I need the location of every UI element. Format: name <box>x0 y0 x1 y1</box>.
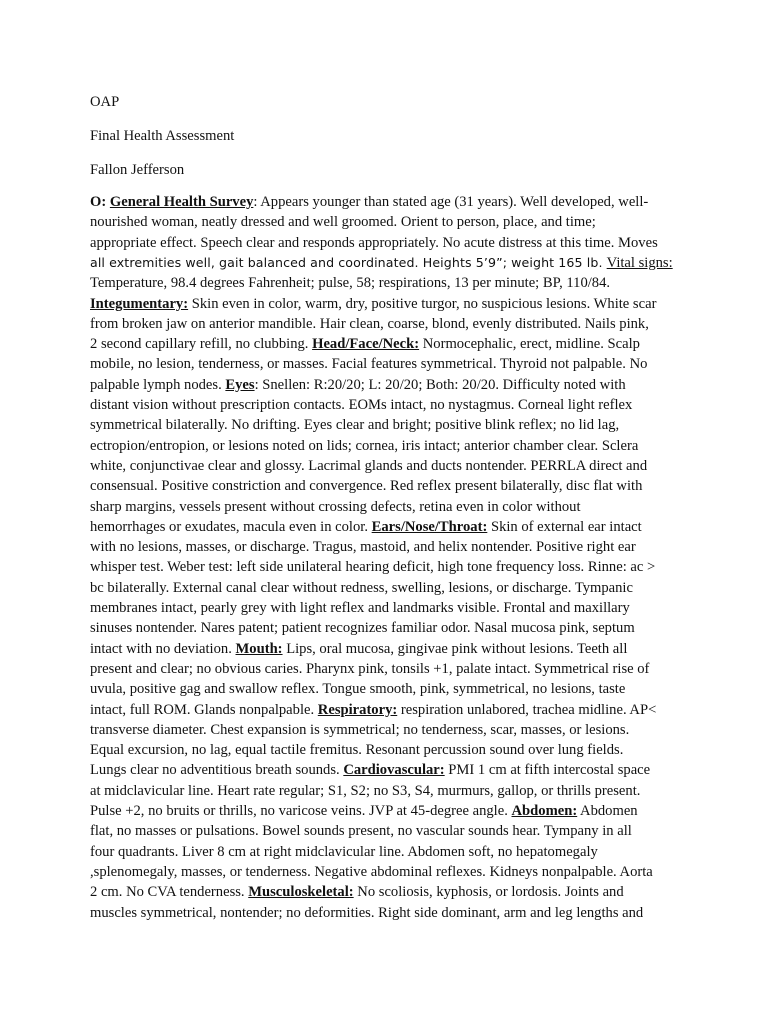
body-line-24 <box>90 659 649 679</box>
body-line-4 <box>90 253 673 273</box>
body-text: palpable lymph nodes. <box>90 376 226 393</box>
body-text: PMI 1 cm at fifth intercostal space <box>444 762 651 779</box>
body-line-35 <box>90 882 624 902</box>
body-text: hemorrhages or exudates, macula even in color. <box>90 518 372 535</box>
body-text: nourished woman, neatly dressed and well groomed. Orient to person, place, and time; <box>90 214 596 231</box>
body-line-11 <box>90 395 632 415</box>
body-text: uvula, positive gag and swallow reflex. Tongue smooth, pink, symmetrical, no lesions, taste <box>90 681 626 698</box>
body-text: Normocephalic, erect, midline. Scalp <box>419 336 640 353</box>
author-name <box>90 160 184 180</box>
body-line-16 <box>90 497 581 517</box>
body-line-10 <box>90 375 626 395</box>
body-text: whisper test. Weber test: left side unilateral hearing deficit, high tone frequency loss. Rinne: ac > <box>90 559 656 576</box>
heading-eyes: Eyes <box>225 376 255 393</box>
heading-abdomen: Abdomen: <box>511 803 578 819</box>
body-line-34 <box>90 862 653 882</box>
body-line-19 <box>90 557 655 577</box>
body-line-1 <box>90 192 648 212</box>
body-line-21 <box>90 598 630 618</box>
body-line-33 <box>90 842 598 862</box>
body-text: flat, no masses or pulsations. Bowel sounds present, no vascular sounds hear. Tympany in all <box>90 823 632 840</box>
body-text: sharp margins, vessels present without crossing defects, retina even in color without <box>90 498 581 515</box>
body-text: respiration unlabored, trachea midline. AP< <box>397 701 657 718</box>
author-name-text: Fallon Jefferson <box>90 162 185 178</box>
body-text: intact with no deviation. <box>90 640 236 657</box>
body-text: from broken jaw on anterior mandible. Hair clean, coarse, blond, evenly distributed. Nails pink, <box>90 315 649 332</box>
heading-mouth: Mouth: <box>235 640 283 657</box>
body-text: Lungs clear no adventitious breath sounds. <box>90 762 344 779</box>
course-code-text: OAP <box>90 94 120 110</box>
body-text: Pulse +2, no bruits or thrills, no varicose veins. JVP at 45-degree angle. <box>90 803 512 819</box>
heading-head-face-neck: Head/Face/Neck: <box>312 336 420 353</box>
document-title-text: Final Health Assessment <box>90 128 235 144</box>
body-text: Skin of external ear intact <box>487 518 642 535</box>
body-text: No scoliosis, kyphosis, or lordosis. Joints and <box>353 884 624 901</box>
body-line-3 <box>90 233 658 253</box>
body-line-6 <box>90 294 656 314</box>
body-line-27 <box>90 720 629 740</box>
body-text: Lips, oral mucosa, gingivae pink without lesions. Teeth all <box>282 640 628 657</box>
body-text: at midclavicular line. Heart rate regular; S1, S2; no S3, S4, murmurs, gallop, or thrills present. <box>90 782 641 799</box>
body-line-36 <box>90 903 643 923</box>
body-text: muscles symmetrical, nontender; no deformities. Right side dominant, arm and leg lengths and <box>90 904 644 921</box>
body-text: bc bilaterally. External canal clear without redness, swelling, lesions, or discharge. Tympanic <box>90 579 633 596</box>
body-text: appropriate effect. Speech clear and responds appropriately. No acute distress at this time. Moves <box>90 234 658 251</box>
heading-ears-nose-throat: Ears/Nose/Throat: <box>371 518 488 535</box>
body-text: membranes intact, pearly grey with light reflex and landmarks visible. Frontal and maxillary <box>90 600 630 616</box>
body-line-20 <box>90 578 633 598</box>
body-text: with no lesions, masses, or discharge. Tragus, mastoid, and helix nontender. Positive right ear <box>90 539 636 556</box>
body-line-32 <box>90 821 632 841</box>
body-line-28 <box>90 740 623 760</box>
body-line-18 <box>90 537 636 557</box>
document-title <box>90 126 234 146</box>
body-text: transverse diameter. Chest expansion is symmetrical; no tenderness, scar, masses, or lesions. <box>90 721 630 738</box>
body-line-29 <box>90 760 650 780</box>
body-line-25 <box>90 679 625 699</box>
body-text: present and clear; no obvious caries. Pharynx pink, tonsils +1, palate intact. Symmetrical rise of <box>90 660 650 677</box>
body-line-15 <box>90 476 642 496</box>
objective-label: O: <box>90 194 110 210</box>
body-text: Temperature, 98.4 degrees Fahrenheit; pulse, 58; respirations, 13 per minute; BP, 110/84. <box>90 275 611 292</box>
body-text: ,splenomegaly, masses, or tenderness. Negative abdominal reflexes. Kidneys nonpalpable. Aorta <box>90 863 653 880</box>
body-text: distant vision without prescription contacts. EOMs intact, no nystagmus. Corneal light reflex <box>90 397 633 413</box>
body-text: Skin even in color, warm, dry, positive turgor, no suspicious lesions. White scar <box>188 295 657 312</box>
heading-cardiovascular: Cardiovascular: <box>343 762 445 779</box>
body-text: white, conjunctivae clear and glossy. Lacrimal glands and ducts nontender. PERRLA direct and <box>90 457 648 474</box>
body-line-31 <box>90 801 638 821</box>
heading-general-health-survey: General Health Survey <box>109 194 254 210</box>
body-line-12 <box>90 415 619 435</box>
body-text: mobile, no lesion, tenderness, or masses. Facial features symmetrical. Thyroid not palpable. No <box>90 356 648 373</box>
body-line-26 <box>90 700 656 720</box>
body-text: ectropion/entropion, or lesions noted on lids; cornea, iris intact; anterior chamber clear. Sclera <box>90 437 639 454</box>
body-text: 2 cm. No CVA tenderness. <box>90 884 249 901</box>
body-line-7 <box>90 314 649 334</box>
body-line-22 <box>90 618 635 638</box>
body-text: consensual. Positive constriction and convergence. Red reflex present bilaterally, disc flat with <box>90 478 643 495</box>
body-line-30 <box>90 781 640 801</box>
body-text: symmetrical bilaterally. No drifting. Eyes clear and bright; positive blink reflex; no lid lag, <box>90 417 620 434</box>
body-line-9 <box>90 354 647 374</box>
body-text: 2 second capillary refill, no clubbing. <box>90 336 313 353</box>
body-text: Abdomen <box>577 803 638 819</box>
body-text: Equal excursion, no lag, equal tactile fremitus. Resonant percussion sound over lung fields. <box>90 742 624 759</box>
body-text: sinuses nontender. Nares patent; patient recognizes familiar odor. Nasal mucosa pink, septum <box>90 620 635 637</box>
body-text: : Appears younger than stated age (31 years). Well developed, well- <box>253 194 649 210</box>
body-line-13 <box>90 436 638 456</box>
body-text: all extremities well, gait balanced and coordinated. Heights 5’9”; weight 165 lb. <box>90 254 607 270</box>
body-line-5 <box>90 273 610 293</box>
body-text: four quadrants. Liver 8 cm at right midclavicular line. Abdomen soft, no hepatomegaly <box>90 843 598 860</box>
heading-vital-signs: Vital signs: <box>606 254 673 271</box>
body-line-8 <box>90 334 640 354</box>
body-text: : Snellen: R:20/20; L: 20/20; Both: 20/20. Difficulty noted with <box>254 376 626 393</box>
heading-musculoskeletal: Musculoskeletal: <box>248 884 354 901</box>
body-line-23 <box>90 639 627 659</box>
body-text: intact, full ROM. Glands nonpalpable. <box>90 701 318 718</box>
body-line-2 <box>90 212 596 232</box>
body-line-17 <box>90 517 642 537</box>
course-code <box>90 92 119 112</box>
heading-integumentary: Integumentary: <box>90 295 189 312</box>
heading-respiratory: Respiratory: <box>317 701 398 718</box>
body-line-14 <box>90 456 647 476</box>
